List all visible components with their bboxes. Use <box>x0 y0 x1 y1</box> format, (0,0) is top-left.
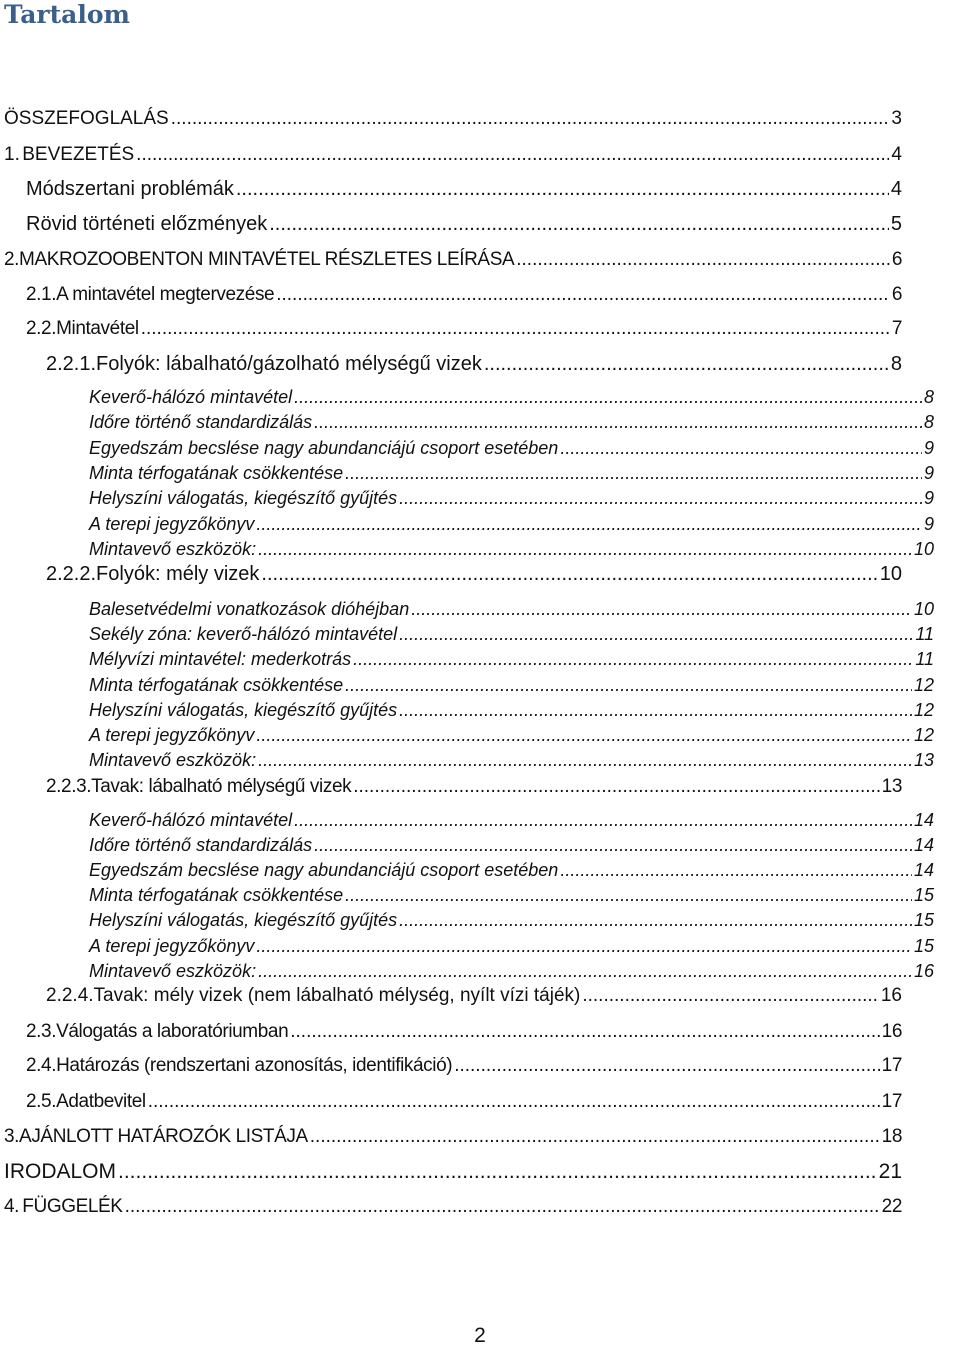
toc-leader-dots <box>141 318 890 340</box>
toc-entry-page: 22 <box>881 1196 902 1217</box>
toc-entry-label: Egyedszám becslése nagy abundanciájú csoport esetében <box>89 438 559 458</box>
toc-leader-dots <box>136 144 889 166</box>
toc-entry[interactable] <box>46 985 902 1007</box>
toc-leader-dots <box>399 700 912 721</box>
toc-entry[interactable] <box>46 353 902 376</box>
toc-entry-page: 10 <box>879 563 902 585</box>
toc-leader-dots <box>294 387 922 408</box>
toc-leader-dots <box>125 1196 880 1218</box>
toc-entry-label: Mintavevő eszközök: <box>89 750 257 770</box>
toc-entry-label: Válogatás a laboratóriumban <box>56 1021 289 1042</box>
toc-leader-dots <box>269 213 889 236</box>
toc-entry-page: 16 <box>880 985 902 1006</box>
toc-leader-dots <box>258 961 912 982</box>
toc-entry-page: 14 <box>913 810 934 830</box>
toc-leader-dots <box>290 1021 879 1043</box>
toc-entry-label: Minta térfogatának csökkentése <box>89 885 344 905</box>
toc-entry-label: Határozás (rendszertani azonosítás, identifikáció) <box>56 1055 453 1076</box>
toc-entry-page: 10 <box>913 539 934 559</box>
toc-entry-page: 4 <box>891 144 902 165</box>
toc-entry-page: 18 <box>881 1126 902 1147</box>
toc-entry-page: 12 <box>913 675 934 695</box>
toc-entry[interactable] <box>26 178 902 201</box>
toc-entry[interactable] <box>89 387 934 408</box>
toc-leader-dots <box>256 514 922 535</box>
toc-entry-page: 13 <box>881 776 902 797</box>
toc-leader-dots <box>236 178 889 201</box>
toc-entry[interactable] <box>26 318 902 340</box>
toc-entry-label: Keverő-hálózó mintavétel <box>89 810 293 830</box>
toc-entry-label: AJÁNLOTT HATÁROZÓK LISTÁJA <box>19 1126 308 1147</box>
toc-entry-number: 2.2.2. <box>46 563 97 585</box>
toc-leader-dots <box>454 1055 879 1077</box>
toc-entry-label: Adatbevitel <box>56 1091 146 1112</box>
toc-entry[interactable] <box>4 249 902 271</box>
toc-entry-label: Minta térfogatának csökkentése <box>89 675 344 695</box>
toc-entry[interactable] <box>89 810 934 831</box>
toc-entry-label: IRODALOM <box>4 1160 117 1183</box>
toc-entry[interactable] <box>4 1126 902 1148</box>
toc-entry-page: 21 <box>878 1160 902 1183</box>
toc-entry-page: 15 <box>913 910 934 930</box>
toc-entry-page: 14 <box>913 835 934 855</box>
toc-entry-label: Rövid történeti előzmények <box>26 213 268 235</box>
toc-entry[interactable] <box>89 750 934 771</box>
toc-entry-page: 13 <box>913 750 934 770</box>
toc-entry[interactable] <box>26 1055 902 1077</box>
toc-entry-label: Mintavétel <box>56 318 139 339</box>
toc-entry[interactable] <box>89 936 934 957</box>
toc-leader-dots <box>484 353 889 376</box>
toc-entry[interactable] <box>4 144 902 166</box>
toc-entry[interactable] <box>89 835 934 856</box>
toc-entry[interactable] <box>89 514 934 535</box>
toc-leader-dots <box>310 1126 880 1148</box>
toc-entry-label: Tavak: mély vizek (nem lábalható mélység, nyílt vízi tájék) <box>93 985 581 1006</box>
toc-entry-label: A terepi jegyzőkönyv <box>89 725 255 745</box>
toc-leader-dots <box>560 860 912 881</box>
toc-entry-number: 4. <box>4 1196 20 1217</box>
toc-entry-page: 12 <box>913 700 934 720</box>
toc-leader-dots <box>345 675 912 696</box>
toc-entry-page: 16 <box>881 1021 902 1042</box>
toc-entry-number: 2. <box>4 249 20 270</box>
toc-leader-dots <box>345 463 922 484</box>
toc-entry-label: Időre történő standardizálás <box>89 412 313 432</box>
toc-leader-dots <box>258 539 912 560</box>
toc-entry[interactable] <box>89 885 934 906</box>
toc-entry-label: Módszertani problémák <box>26 178 234 200</box>
toc-entry-page: 15 <box>913 885 934 905</box>
toc-entry[interactable] <box>89 438 934 459</box>
toc-leader-dots <box>353 776 879 798</box>
toc-entry-page: 15 <box>913 936 934 956</box>
toc-entry-page: 8 <box>890 353 902 375</box>
toc-leader-dots <box>256 725 912 746</box>
toc-leader-dots <box>276 284 890 306</box>
toc-entry[interactable] <box>26 284 902 306</box>
toc-entry-label: Mélyvízi mintavétel: mederkotrás <box>89 649 352 669</box>
toc-leader-dots <box>560 438 922 459</box>
toc-entry-number: 2.1. <box>26 284 57 305</box>
toc-entry-label: Tavak: lábalható mélységű vizek <box>91 776 352 797</box>
toc-entry[interactable] <box>89 675 934 696</box>
toc-leader-dots <box>353 649 913 670</box>
toc-entry[interactable] <box>26 213 902 236</box>
toc-entry-label: Egyedszám becslése nagy abundanciájú csoport esetében <box>89 860 559 880</box>
page-title: Tartalom <box>4 0 130 29</box>
toc-entry-page: 10 <box>913 599 934 619</box>
toc-entry[interactable] <box>89 488 934 509</box>
toc-entry-page: 12 <box>913 725 934 745</box>
toc-entry[interactable] <box>89 412 934 433</box>
toc-entry-number: 3. <box>4 1126 20 1147</box>
toc-entry-label: Folyók: lábalható/gázolható mélységű vizek <box>96 353 482 375</box>
toc-entry-page: 5 <box>890 213 902 235</box>
toc-entry[interactable] <box>4 1196 902 1218</box>
toc-leader-dots <box>256 936 912 957</box>
toc-entry-page: 11 <box>915 624 934 644</box>
toc-entry-page: 6 <box>891 249 902 270</box>
toc-entry-label: Sekély zóna: keverő-hálózó mintavétel <box>89 624 398 644</box>
toc-entry-page: 6 <box>891 284 902 305</box>
toc-entry-page: 9 <box>923 488 934 508</box>
toc-entry[interactable] <box>89 463 934 484</box>
toc-leader-dots <box>314 412 922 433</box>
toc-entry-page: 4 <box>890 178 902 200</box>
toc-entry-page: 9 <box>923 438 934 458</box>
toc-entry-label: FÜGGELÉK <box>22 1196 123 1217</box>
toc-entry[interactable] <box>89 961 934 982</box>
toc-entry-label: Balesetvédelmi vonatkozások dióhéjban <box>89 599 410 619</box>
toc-entry-page: 8 <box>923 387 934 407</box>
toc-entry[interactable] <box>4 1160 902 1184</box>
toc-leader-dots <box>411 599 912 620</box>
toc-entry-page: 9 <box>923 463 934 483</box>
toc-entry-label: Helyszíni válogatás, kiegészítő gyűjtés <box>89 910 398 930</box>
toc-leader-dots <box>399 910 912 931</box>
toc-leader-dots <box>294 810 912 831</box>
toc-leader-dots <box>118 1160 877 1184</box>
toc-entry-label: Minta térfogatának csökkentése <box>89 463 344 483</box>
toc-entry[interactable] <box>89 860 934 881</box>
toc-entry[interactable] <box>89 624 934 645</box>
toc-entry[interactable] <box>89 649 934 670</box>
toc-entry[interactable] <box>26 1021 902 1043</box>
toc-entry-number: 2.2.1. <box>46 353 97 375</box>
page-number: 2 <box>474 1324 486 1347</box>
toc-entry[interactable] <box>4 108 902 130</box>
toc-entry-label: Mintavevő eszközök: <box>89 539 257 559</box>
toc-entry-label: A terepi jegyzőkönyv <box>89 514 255 534</box>
toc-entry-label: Időre történő standardizálás <box>89 835 313 855</box>
toc-entry-page: 3 <box>891 108 902 129</box>
toc-entry-label: A terepi jegyzőkönyv <box>89 936 255 956</box>
toc-entry-number: 1. <box>4 144 20 165</box>
toc-entry-page: 17 <box>881 1055 902 1076</box>
toc-entry-page: 11 <box>915 649 934 669</box>
toc-entry-label: Helyszíni válogatás, kiegészítő gyűjtés <box>89 488 398 508</box>
toc-leader-dots <box>261 563 877 586</box>
toc-entry-label: BEVEZETÉS <box>22 144 135 165</box>
toc-entry-page: 7 <box>891 318 902 339</box>
toc-entry[interactable] <box>89 700 934 721</box>
toc-entry-label: ÖSSZEFOGLALÁS <box>4 108 169 129</box>
toc-entry[interactable] <box>26 1091 902 1113</box>
toc-leader-dots <box>399 624 913 645</box>
toc-entry-number: 2.5. <box>26 1091 57 1112</box>
toc-leader-dots <box>171 108 890 130</box>
toc-entry-number: 2.2.4. <box>46 985 94 1006</box>
toc-entry-page: 14 <box>913 860 934 880</box>
toc-leader-dots <box>258 750 912 771</box>
toc-entry[interactable] <box>46 563 902 586</box>
toc-entry[interactable] <box>89 910 934 931</box>
toc-entry[interactable] <box>46 776 902 798</box>
toc-entry[interactable] <box>89 539 934 560</box>
toc-leader-dots <box>345 885 912 906</box>
toc-entry-label: Folyók: mély vizek <box>96 563 260 585</box>
toc-leader-dots <box>516 249 890 271</box>
toc-leader-dots <box>582 985 879 1007</box>
toc-entry-label: Helyszíni válogatás, kiegészítő gyűjtés <box>89 700 398 720</box>
toc-entry-page: 9 <box>923 514 934 534</box>
toc-entry-page: 8 <box>923 412 934 432</box>
toc-leader-dots <box>148 1091 880 1113</box>
toc-entry-label: MAKROZOOBENTON MINTAVÉTEL RÉSZLETES LEÍRÁSA <box>19 249 515 270</box>
toc-entry-label: A mintavétel megtervezése <box>56 284 275 305</box>
toc-entry[interactable] <box>89 599 934 620</box>
toc-entry-page: 16 <box>913 961 934 981</box>
toc-entry[interactable] <box>89 725 934 746</box>
toc-leader-dots <box>314 835 912 856</box>
toc-entry-number: 2.3. <box>26 1021 57 1042</box>
toc-entry-number: 2.2.3. <box>46 776 92 797</box>
toc-entry-label: Mintavevő eszközök: <box>89 961 257 981</box>
toc-leader-dots <box>399 488 922 509</box>
toc-entry-number: 2.2. <box>26 318 57 339</box>
toc-entry-label: Keverő-hálózó mintavétel <box>89 387 293 407</box>
toc-entry-page: 17 <box>881 1091 902 1112</box>
toc-entry-number: 2.4. <box>26 1055 57 1076</box>
